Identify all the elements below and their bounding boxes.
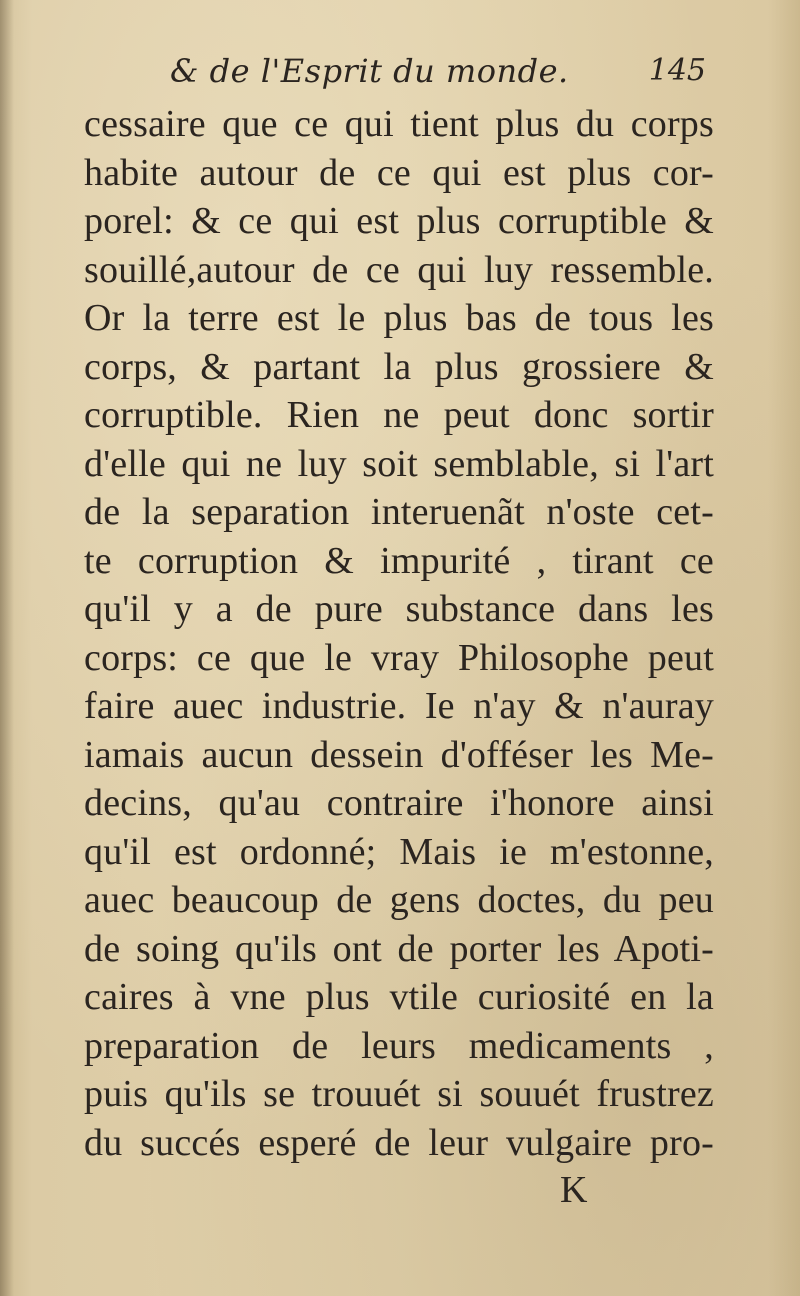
text-line: preparation de leurs medicaments ,	[84, 1024, 714, 1067]
running-head-title: & de l'Esprit du monde.	[170, 52, 569, 90]
text-line: porel: & ce qui est plus corruptible &	[84, 200, 714, 242]
body-text	[84, 100, 714, 1167]
text-line: Or la terre est le plus bas de tous les	[84, 297, 714, 339]
text-line: auec beaucoup de gens doctes, du peu	[84, 879, 714, 921]
text-line: corruptible. Rien ne peut donc sortir	[84, 394, 714, 436]
text-line: d'elle qui ne luy soit semblable, si l'art	[84, 442, 714, 485]
text-line: decins, qu'au contraire i'honore ainsi	[84, 782, 714, 824]
text-line: de soing qu'ils ont de porter les Apoti-	[84, 927, 714, 970]
page-number: 145	[648, 53, 706, 88]
text-line: habite autour de ce qui est plus cor-	[84, 151, 714, 194]
text-line: iamais aucun dessein d'offéser les Me-	[84, 733, 714, 776]
text-line: de la separation interuenãt n'oste cet-	[84, 491, 714, 533]
text-line: souillé,autour de ce qui luy ressemble.	[84, 248, 714, 291]
text-line: faire auec industrie. Ie n'ay & n'auray	[84, 685, 714, 727]
text-line: caires à vne plus vtile curiosité en la	[84, 976, 714, 1018]
text-line: puis qu'ils se trouuét si souuét frustrez	[84, 1073, 714, 1115]
text-line: cessaire que ce qui tient plus du corps	[84, 103, 714, 145]
signature-mark: K	[560, 1169, 588, 1211]
text-line: te corruption & impurité , tirant ce	[84, 539, 714, 582]
text-line: qu'il y a de pure substance dans les	[84, 588, 714, 630]
text-line: qu'il est ordonné; Mais ie m'estonne,	[84, 830, 714, 873]
running-head	[170, 46, 730, 96]
text-line: du succés esperé de leur vulgaire pro-	[84, 1121, 714, 1164]
text-line: corps, & partant la plus grossiere &	[84, 345, 714, 388]
spine-shadow	[0, 0, 14, 1296]
text-line: corps: ce que le vray Philosophe peut	[84, 636, 714, 679]
